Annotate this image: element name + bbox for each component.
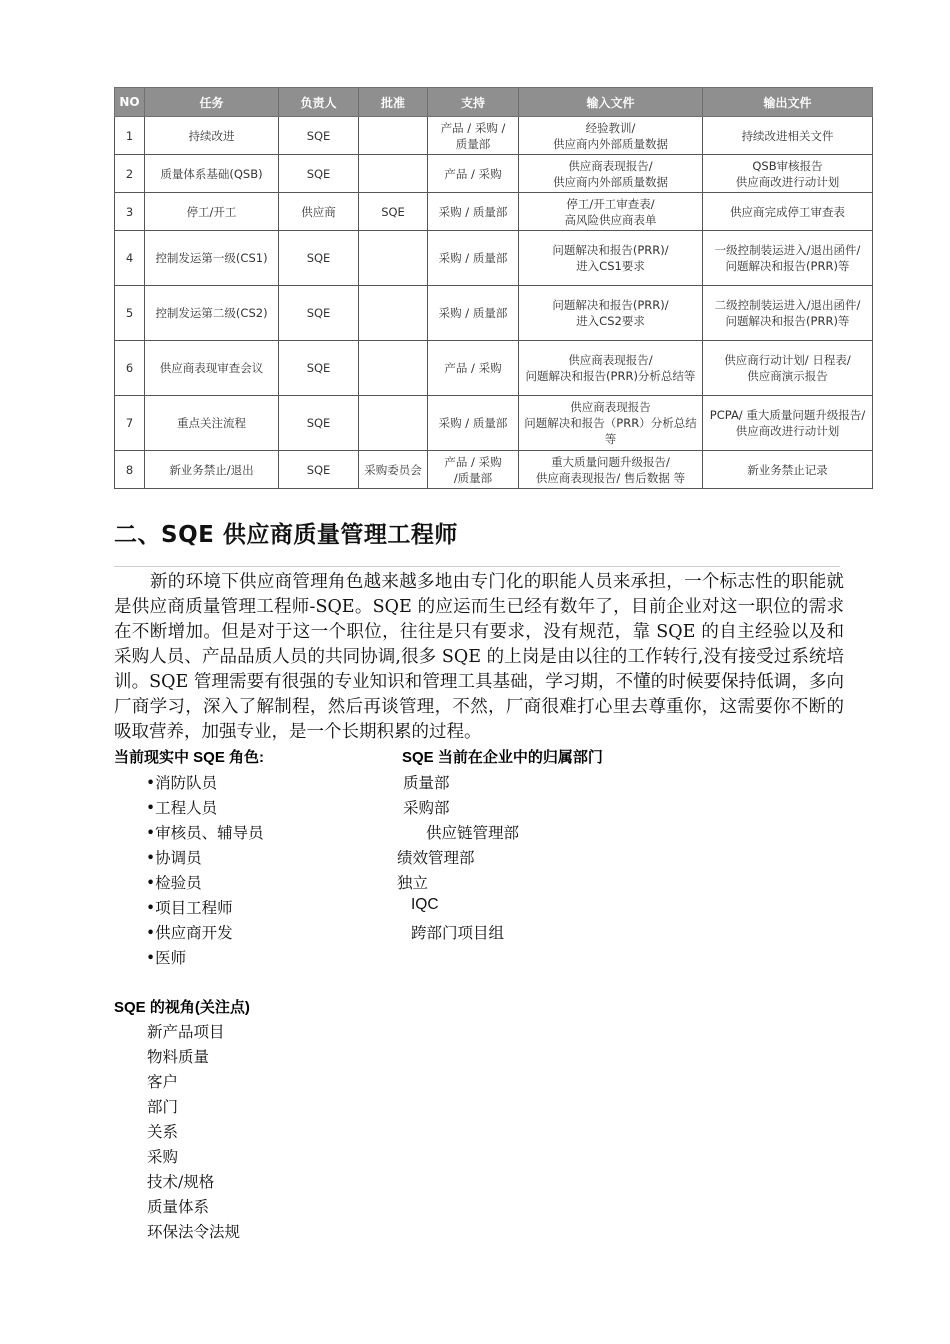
- cell-approval: [359, 117, 428, 155]
- cell-input: 停工/开工审查表/ 高风险供应商表单: [519, 193, 703, 231]
- cell-task: 质量体系基础(QSB): [145, 155, 279, 193]
- cell-output: 持续改进相关文件: [703, 117, 873, 155]
- cell-task: 停工/开工: [145, 193, 279, 231]
- role-item: •工程人员: [146, 799, 218, 817]
- table-header-row: [115, 88, 873, 117]
- table-row: [115, 193, 873, 231]
- cell-output: 供应商行动计划/ 日程表/ 供应商演示报告: [703, 341, 873, 396]
- department-item: 质量部: [403, 774, 450, 792]
- table-row: [115, 286, 873, 341]
- table-row: [115, 155, 873, 193]
- cell-owner: SQE: [279, 231, 359, 286]
- cell-owner: SQE: [279, 155, 359, 193]
- focus-item: 质量体系: [147, 1198, 210, 1216]
- cell-support: 采购 / 质量部: [428, 396, 519, 451]
- table-row: [115, 451, 873, 489]
- header-owner: 负责人: [279, 88, 359, 117]
- focus-item: 关系: [147, 1123, 179, 1141]
- focus-item: 技术/规格: [147, 1173, 215, 1191]
- cell-approval: 采购委员会: [359, 451, 428, 489]
- cell-task: 新业务禁止/退出: [145, 451, 279, 489]
- table-row: [115, 231, 873, 286]
- focus-item: 环保法令法规: [147, 1223, 241, 1241]
- cell-support: 产品 / 采购: [428, 155, 519, 193]
- department-item: 采购部: [403, 799, 450, 817]
- role-item: •审核员、辅导员: [146, 824, 264, 842]
- focus-item: 客户: [147, 1073, 179, 1091]
- cell-task: 控制发运第二级(CS2): [145, 286, 279, 341]
- header-support: 支持: [428, 88, 519, 117]
- cell-task: 持续改进: [145, 117, 279, 155]
- header-input: 输入文件: [519, 88, 703, 117]
- role-item: •医师: [146, 949, 187, 967]
- cell-output: 二级控制装运进入/退出函件/ 问题解决和报告(PRR)等: [703, 286, 873, 341]
- cell-input: 经验教训/ 供应商内外部质量数据: [519, 117, 703, 155]
- cell-output: 一级控制装运进入/退出函件/ 问题解决和报告(PRR)等: [703, 231, 873, 286]
- department-item: 跨部门项目组: [411, 924, 505, 942]
- cell-no: 7: [115, 396, 145, 451]
- cell-input: 供应商表现报告/ 问题解决和报告(PRR)分析总结等: [519, 341, 703, 396]
- cell-support: 产品 / 采购 / 质量部: [428, 117, 519, 155]
- role-item: •项目工程师: [146, 899, 233, 917]
- department-item: 独立: [397, 874, 429, 892]
- cell-owner: SQE: [279, 396, 359, 451]
- cell-support: 产品 / 采购: [428, 341, 519, 396]
- cell-no: 4: [115, 231, 145, 286]
- department-item: IQC: [411, 896, 439, 913]
- cell-output: 新业务禁止记录: [703, 451, 873, 489]
- table-row: [115, 117, 873, 155]
- cell-input: 问题解决和报告(PRR)/ 进入CS1要求: [519, 231, 703, 286]
- cell-approval: SQE: [359, 193, 428, 231]
- cell-no: 8: [115, 451, 145, 489]
- focus-title: SQE 的视角(关注点): [114, 999, 250, 1016]
- role-item: •消防队员: [146, 774, 218, 792]
- cell-support: 采购 / 质量部: [428, 286, 519, 341]
- department-item: 供应链管理部: [426, 824, 520, 842]
- section-divider: [114, 566, 840, 567]
- cell-owner: 供应商: [279, 193, 359, 231]
- cell-task: 重点关注流程: [145, 396, 279, 451]
- department-item: 绩效管理部: [397, 849, 475, 867]
- header-no: NO: [115, 88, 145, 117]
- focus-item: 新产品项目: [147, 1023, 225, 1041]
- header-output: 输出文件: [703, 88, 873, 117]
- header-task: 任务: [145, 88, 279, 117]
- role-item: •供应商开发: [146, 924, 233, 942]
- focus-item: 采购: [147, 1148, 179, 1166]
- role-item: •协调员: [146, 849, 202, 867]
- cell-output: QSB审核报告 供应商改进行动计划: [703, 155, 873, 193]
- cell-output: PCPA/ 重大质量问题升级报告/ 供应商改进行动计划: [703, 396, 873, 451]
- cell-owner: SQE: [279, 341, 359, 396]
- cell-approval: [359, 286, 428, 341]
- cell-approval: [359, 155, 428, 193]
- cell-no: 6: [115, 341, 145, 396]
- cell-support: 采购 / 质量部: [428, 231, 519, 286]
- roles-title: 当前现实中 SQE 角色:: [114, 749, 265, 766]
- cell-output: 供应商完成停工审查表: [703, 193, 873, 231]
- focus-item: 部门: [147, 1098, 179, 1116]
- departments-title: SQE 当前在企业中的归属部门: [402, 749, 603, 766]
- cell-input: 供应商表现报告 问题解决和报告（PRR）分析总结等: [519, 396, 703, 451]
- cell-input: 供应商表现报告/ 供应商内外部质量数据: [519, 155, 703, 193]
- focus-item: 物料质量: [147, 1048, 210, 1066]
- cell-support: 产品 / 采购 /质量部: [428, 451, 519, 489]
- intro-paragraph: 新的环境下供应商管理角色越来越多地由专门化的职能人员来承担，一个标志性的职能就是供应商质量管理工程师-SQE。SQE 的应运而生已经有数年了，目前企业对这一职位的需求在不断增加。但是对于这一个职位，往往是只有要求，没有规范，靠 SQE 的自主经验以及和采购人员、产品品质人员的共同协调,很多 SQE 的上岗是由以往的工作转行,没有接受过系统培训。SQE 管理需要有很强的专业知识和管理工具基础，学习期，不懂的时候要保持低调，多向厂商学习，深入了解制程，然后再谈管理，不然，厂商很难打心里去尊重你，这需要你不断的吸取营养，加强专业，是一个长期积累的过程。: [114, 572, 844, 742]
- role-item: •检验员: [146, 874, 202, 892]
- table-row: [115, 341, 873, 396]
- cell-no: 2: [115, 155, 145, 193]
- cell-approval: [359, 396, 428, 451]
- cell-no: 1: [115, 117, 145, 155]
- cell-owner: SQE: [279, 286, 359, 341]
- section-heading: 二、SQE 供应商质量管理工程师: [114, 522, 458, 548]
- cell-input: 重大质量问题升级报告/ 供应商表现报告/ 售后数据 等: [519, 451, 703, 489]
- cell-support: 采购 / 质量部: [428, 193, 519, 231]
- cell-approval: [359, 341, 428, 396]
- cell-owner: SQE: [279, 117, 359, 155]
- cell-task: 供应商表现审查会议: [145, 341, 279, 396]
- cell-input: 问题解决和报告(PRR)/ 进入CS2要求: [519, 286, 703, 341]
- cell-no: 5: [115, 286, 145, 341]
- task-table: [114, 87, 873, 489]
- cell-owner: SQE: [279, 451, 359, 489]
- cell-no: 3: [115, 193, 145, 231]
- cell-task: 控制发运第一级(CS1): [145, 231, 279, 286]
- cell-approval: [359, 231, 428, 286]
- table-row: [115, 396, 873, 451]
- header-approval: 批准: [359, 88, 428, 117]
